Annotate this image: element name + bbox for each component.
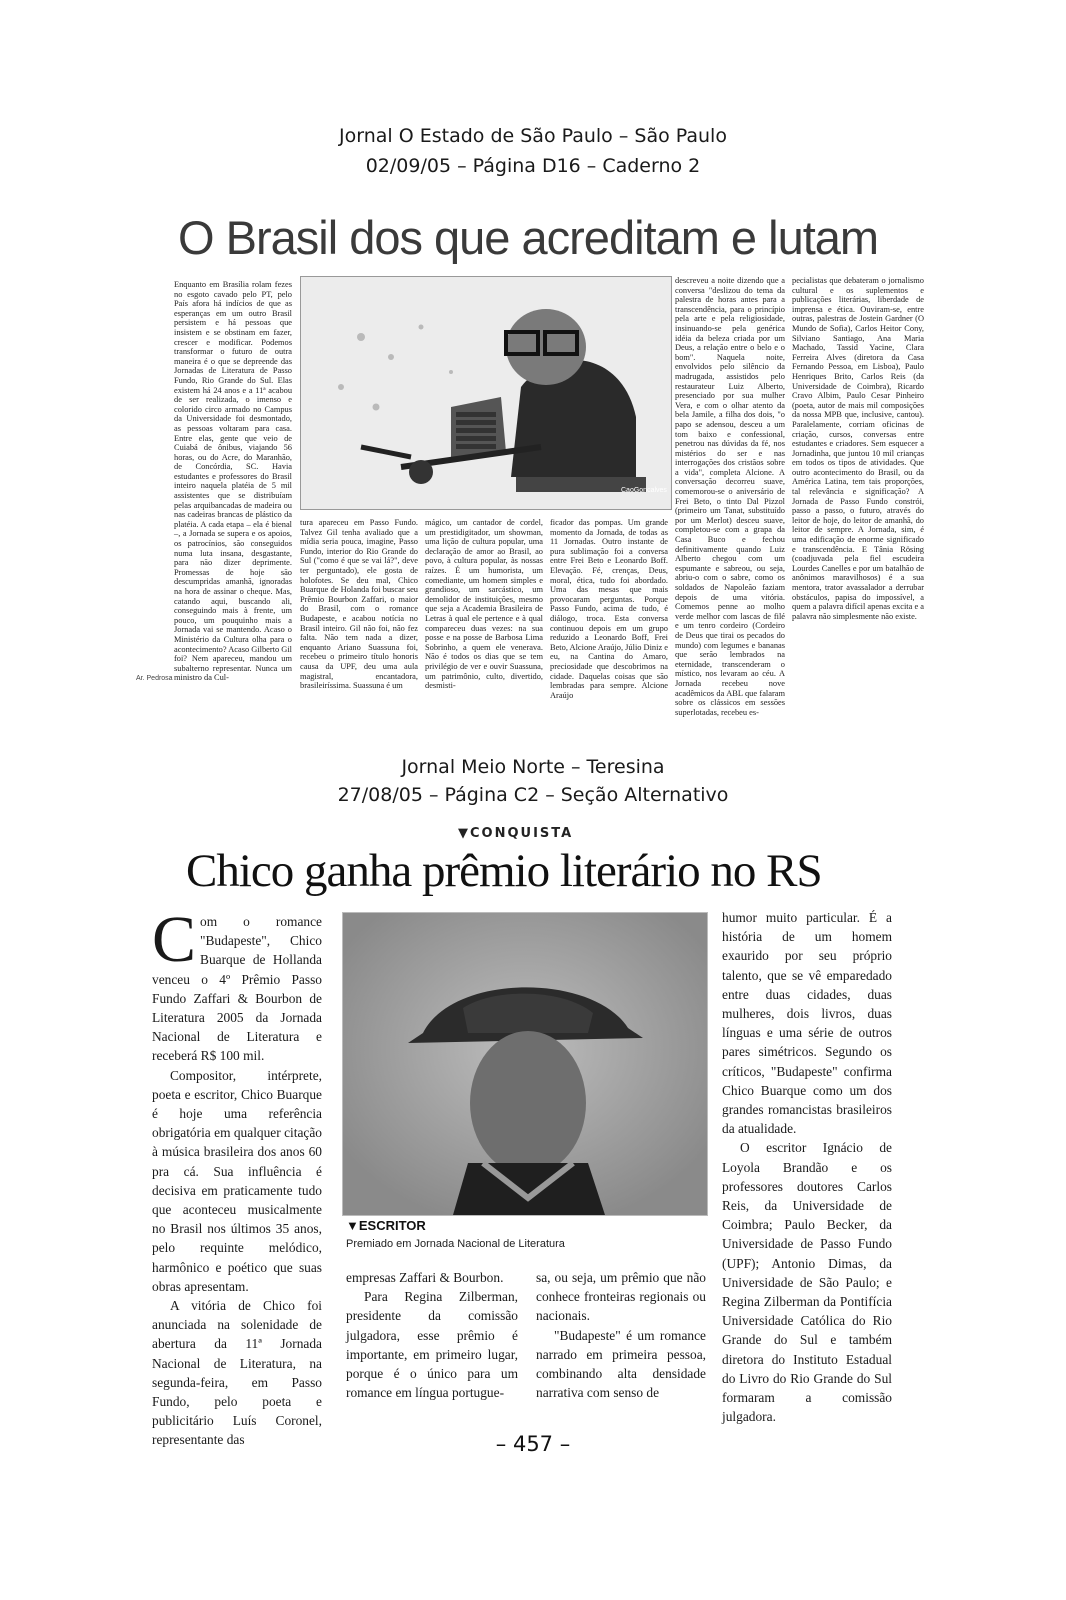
paragraph-2: Compositor, intérprete, poeta e escritor, Chico Buarque é hoje uma referência obrigatória em qualquer citação à música brasileira dos anos 60 pra cá. Sua influência é decisiva em praticamente tudo que aconteceu musicalmente no Brasil nos últimos 35 anos, pelo requinte melódico, harmônico e poético que suas obras apresentam. <box>152 1067 322 1294</box>
article2-kicker: ▼CONQUISTA <box>458 826 574 841</box>
article1-col-4: ficador das pompas. Um grande momento da Jornada, de todas as 11 Jornadas. Outro instante de pura sublimação foi a conversa entre Frei Beto e Leonardo Boff. Elevação. Fé, crenças, Deus, moral, ética, tudo foi abordado. Uma das mesas que mais provocaram perguntas. Porque Passo Fundo, acima de tudo, é diálogo, troca. Esta conversa continuou depois em um grupo reduzido a Leonardo Boff, Frei Beto, Alcione Araújo, Júlio Diniz e eu, na Cantina do Amaro, preciosidade que descobrimos na cidade. Daquelas coisas que são lembradas para sempre. Alcione Araújo <box>550 518 668 700</box>
article1-headline: O Brasil dos que acreditam e lutam <box>178 211 879 264</box>
illustration <box>300 276 672 510</box>
article1-col-6: pecialistas que debateram o jornalismo cultural e os suplementos e publicações literárias, liberdade de imprensa e ética. Ouviram-se, entre outras, palestras de Jostein Gardner (O Mundo de Sofia), Carlos Heitor Cony, Silviano Santiago, Ana Maria Machado, Tassid Yacine, Clara Ferreira Alves (diretora da Casa Fernando Pessoa, em Lisboa), Paulo Henriques Brito, Carlos Reis (da Universidade de Coimbra), Ricardo Cravo Albim, Paulo Cesar Pinheiro (poeta, autor de mais mil composições da nossa MPB que, inclusive, cantou). Paralelamente, corriam oficinas de criação, cursos, conversas entre estudantes e criadores. Sem esquecer a Jornadinha, que juntou 10 mil crianças em todos os tipos de atividades. Que outro acontecimento do Brasil, ou da América Latina, tem tais proporções, tal relevância e significação? A Jornada de Passo Fundo constrói, passo a passo, o futuro, através do leitor de hoje, do leitor de amanhã, do leitor de sempre. A Jornada, sim, é uma edificação de enorme significado e transcendência. E Tânia Rösing (coadjuvada pela fiel escudeira Lourdes Canelles e por um batalhão de anônimos maravilhosos) é a sua mentora, trator avassalador a derrubar obstáculos, papisa do impossível, a quem a palavra difícil apenas excita e a palavra não simplesmente não existe. <box>792 276 924 621</box>
source-line-2a: Jornal Meio Norte – Teresina <box>401 756 665 778</box>
source-line-1a: Jornal O Estado de São Paulo – São Paulo <box>339 125 727 147</box>
source-line-1b: 02/09/05 – Página D16 – Caderno 2 <box>365 155 701 177</box>
photo-caption: Premiado em Jornada Nacional de Literatura <box>346 1238 565 1250</box>
article2-col-right <box>722 908 892 1426</box>
article1-col-2: tura apareceu em Passo Fundo. Talvez Gil tenha avaliado que a mídia seria pouca, imagine, Passo Fundo, interior do Rio Grande do Sul ("como é que se vai lá?", deve ter perguntado), ele gosta de holofotes. Se deu mal, Chico Buarque de Holanda foi buscar seu Prêmio Bourbon Zaffari, o maior do Brasil, com o romance Budapeste, e acabou notícia no Brasil inteiro. Gil não foi, não fez falta. Não tem nada a dizer, enquanto Ariano Suassuna foi, recebeu o primeiro título honoris causa da UPF, deu uma aula magistral, encantadora, brasileiríssima. Suassuna é um <box>300 518 418 691</box>
paragraph-1 <box>152 903 322 1066</box>
illustration-art <box>301 277 671 509</box>
author-photo <box>342 912 708 1216</box>
article1-col-3: mágico, um cantador de cordel, um prestidigitador, um showman, uma lição de cultura popular, uma declaração de amor ao Brasil, ao povo, à cultura popular, às nossas raízes. É um humorista, um comediante, um homem simples e grandioso, um sarcástico, um demolidor de instituições, mesmo que seja a Academia Brasileira de Letras à qual ele pertence e à qual compareceu duas vezes: na sua posse e na posse de Barbosa Lima Sobrinho, a quem ele venerava. Não é todos os dias que se tem privilégio de ver e ouvir Suassuna, um patrimônio, culto, divertido, desmisti- <box>425 518 543 691</box>
article2-col-left <box>152 903 322 1450</box>
paragraph-6: sa, ou seja, um prêmio que não conhece fronteiras regionais ou nacionais. <box>536 1270 706 1324</box>
page-number: – 457 – <box>495 1432 571 1456</box>
paragraph-5: Para Regina Zilberman, presidente da comissão julgadora, esse prêmio é importante, em primeiro lugar, porque é o único para um romance em língua portugue- <box>346 1289 518 1401</box>
paragraph-4: empresas Zaffari & Bourbon. <box>346 1270 504 1285</box>
paragraph-8: humor muito particular. É a história de um homem exaurido por seu próprio talento, que se vê emparedado entre duas cidades, duas mulheres, dois livros, duas línguas e uma série de outros pares simétricos. Segundo os críticos, "Budapeste" confirma Chico Buarque como um dos grandes romancistas brasileiros da atualidade. <box>722 910 892 1137</box>
article1-col-5: descreveu a noite dizendo que a conversa "deslizou do tema da palestra de horas antes para a transcendência, para o princípio pela arte e pela religiosidade, insinuando-se pela genérica idéia da beleza criada por um Deus, a relação entre o belo e o bom". Naquela noite, envolvidos pelo silêncio da madrugada, assistidos pelo restaurateur Luiz Alberto, presenciado por sua mulher Vera, e com o olhar atento da bela Jamile, a filha dos dois, "o papo se adensou, desceu a um tom baixo e confessional, penetrou nas dúvidas da fé, nos mistérios do ser e nas interrogações dos cristãos sobre a vida", completa Alcione. A conversação decorreu suave, comemorou-se o aniversário de Frei Beto, o tinto Dal Pizzol (primeiro um Tanat, substituído por um Merlot) desceu suave, completou-se com a grapa da Casa Buco e fechou definitivamente quando Luiz Alberto chegou com um espumante e sabreou, ou seja, abriu-o com o sabre, como os soldados de Napoleão faziam depois de uma vitória. Comemos penne ao molho verde melhor com lascas de filé e um tenro cordeiro (Cordeiro de Deus que tirai os pecados do mundo) com legumes e bananas que serão lembrados na eternidade, transcenderam o místico, nos levaram ao céu. A Jornada recebeu nove acadêmicos da ABL que falaram sobre os clássicos em sessões superlotadas, recebeu es- <box>675 276 785 717</box>
margin-credit: Ar. Pedrosa <box>136 675 173 682</box>
paragraph-3: A vitória de Chico foi anunciada na solenidade de abertura da 11ª Jornada Nacional de Literatura, na segunda-feira, em Passo Fundo, pelo poeta e publicitário Luís Coronel, representante das <box>152 1298 322 1448</box>
article1-col-left: Enquanto em Brasília rolam fezes no esgoto cavado pelo PT, pelo País afora há indícios de que as esperanças em um outro Brasil persistem e há pessoas que insistem e se obstinam em fazer, crescer e modificar. Podemos transformar o futuro de outra maneira é o que se depreende das Jornadas de Literatura de Passo Fundo, Rio Grande do Sul. Elas existem há 24 anos e a 11ª acabou de ser realizada, o imenso e colorido circo armado no Campus da Universidade foi desmontado, as pessoas voltaram para casa. Entre elas, gente que veio de Cuiabá de ônibus, viajando 56 horas, ou do Acre, do Maranhão, de Concórdia, SC. Havia estudantes e professores do Brasil inteiro naquela platéia de 5 mil assistentes que se distribuíam pelas arquibancadas de madeira ou nas cadeiras brancas de plástico da platéia. A cada etapa – ela é bienal –, a Jornada se supera e os apoios, os patrocínios, são conseguidos numa luta insana, desgastante, para não dizer deprimente. Promessas de hoje são descumpridas amanhã, ignoradas na hora de assinar o cheque. Mas, catando aqui, buscando ali, conseguindo mais à frente, um pouco, um pouquinho mais a Jornada vai se mantendo. Acaso o Ministério da Cultura olha para o acontecimento? Acaso Gilberto Gil foi? Nem apareceu, mandou um subalterno representar. Nunca um ministro da Cul- <box>174 280 292 683</box>
author-photo-art <box>343 913 707 1215</box>
source-line-2b: 27/08/05 – Página C2 – Seção Alternativo <box>337 784 729 806</box>
article2-headline: Chico ganha prêmio literário no RS <box>186 845 822 897</box>
article2-col-mid1 <box>346 1268 518 1402</box>
paragraph-9: O escritor Ignácio de Loyola Brandão e os professores doutores Carlos Reis, da Universidade de Coimbra; Paulo Becker, da Universidade de Passo Fundo (UPF); Antonio Dimas, da Universidade de São Paulo; e Regina Zilberman da Pontifícia Universidade Católica do Rio Grande do Sul e também diretora do Instituto Estadual do Livro do Rio Grande do Sul formaram a comissão julgadora. <box>722 1140 892 1425</box>
drop-cap: C <box>152 903 197 976</box>
article2-col-mid2 <box>536 1268 706 1402</box>
paragraph-1-text: om o romance "Budapeste", Chico Buarque de Hollanda venceu o 4º Prêmio Passo Fundo Zaffari & Bourbon de Literatura 2005 da Jornada Nacional de Literatura e receberá R$ 100 mil. <box>152 914 322 1064</box>
paragraph-7: "Budapeste" é um romance narrado em primeira pessoa, combinando alta densidade narrativa com senso de <box>536 1327 706 1401</box>
illustration-credit: CaoGoncalves <box>621 487 667 494</box>
photo-kicker: ▼ESCRITOR <box>346 1218 426 1233</box>
